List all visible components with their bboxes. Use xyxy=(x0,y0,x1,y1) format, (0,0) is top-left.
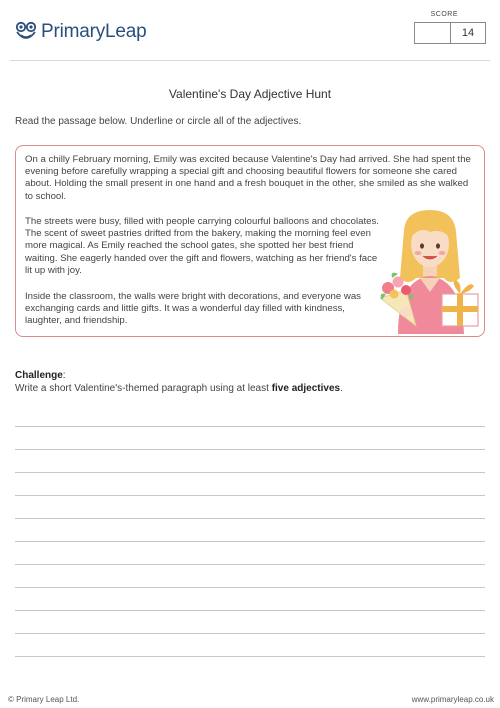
writing-line[interactable] xyxy=(15,519,485,542)
passage-paragraph-3: Inside the classroom, the walls were bright with decorations, and everyone was exchanging cards and little gifts. It was a wonderful day filled with kindness, laughter, and friendship. xyxy=(25,291,361,327)
writing-line[interactable] xyxy=(15,542,485,565)
challenge-emphasis: five adjectives xyxy=(271,383,341,394)
footer-copyright: © Primary Leap Ltd. xyxy=(8,695,80,704)
passage-paragraph-2: The streets were busy, filled with people carrying colourful balloons and chocolates. The scent of sweet pastries drifted from the bakery, making the morning feel even more magical. As Emily reached the school gates, she spotted her best friend waiting. She eagerly handed over the gift and flowers, watching as her friend's face lit up with joy. xyxy=(25,216,379,276)
frog-icon xyxy=(14,20,38,44)
worksheet-title: Valentine's Day Adjective Hunt xyxy=(168,87,332,101)
writing-line[interactable] xyxy=(15,634,485,657)
instruction-text: Read the passage below. Underline or circle all of the adjectives. xyxy=(15,116,302,127)
writing-line[interactable] xyxy=(15,404,485,427)
brand-name: PrimaryLeap xyxy=(41,21,147,42)
writing-line[interactable] xyxy=(15,565,485,588)
score-input[interactable] xyxy=(415,23,451,43)
writing-area[interactable] xyxy=(15,404,485,657)
score-total: 14 xyxy=(461,27,475,39)
score-box xyxy=(414,22,486,44)
score-label: SCORE xyxy=(430,11,458,18)
writing-line[interactable] xyxy=(15,427,485,450)
header-divider xyxy=(10,60,490,61)
writing-line[interactable] xyxy=(15,496,485,519)
passage-paragraph-1: On a chilly February morning, Emily was excited because Valentine's Day had arrived. She had spent the evening before carefully wrapping a special gift and choosing beautiful flowers for someone she cared about. Holding the small present in one hand and a fresh bouquet in the other, she smiled as she walked to school. xyxy=(25,154,471,202)
logo[interactable] xyxy=(14,20,147,44)
passage-box xyxy=(15,145,485,337)
writing-line[interactable] xyxy=(15,473,485,496)
girl-with-bouquet-illustration xyxy=(376,208,482,334)
footer-website-link[interactable]: www.primaryleap.co.uk xyxy=(411,695,494,704)
challenge-heading: Challenge: xyxy=(15,370,66,381)
writing-line[interactable] xyxy=(15,611,485,634)
writing-line[interactable] xyxy=(15,588,485,611)
header xyxy=(14,11,486,52)
writing-line[interactable] xyxy=(15,450,485,473)
challenge-instruction: Write a short Valentine's-themed paragraph using at least five adjectives. xyxy=(15,383,343,394)
